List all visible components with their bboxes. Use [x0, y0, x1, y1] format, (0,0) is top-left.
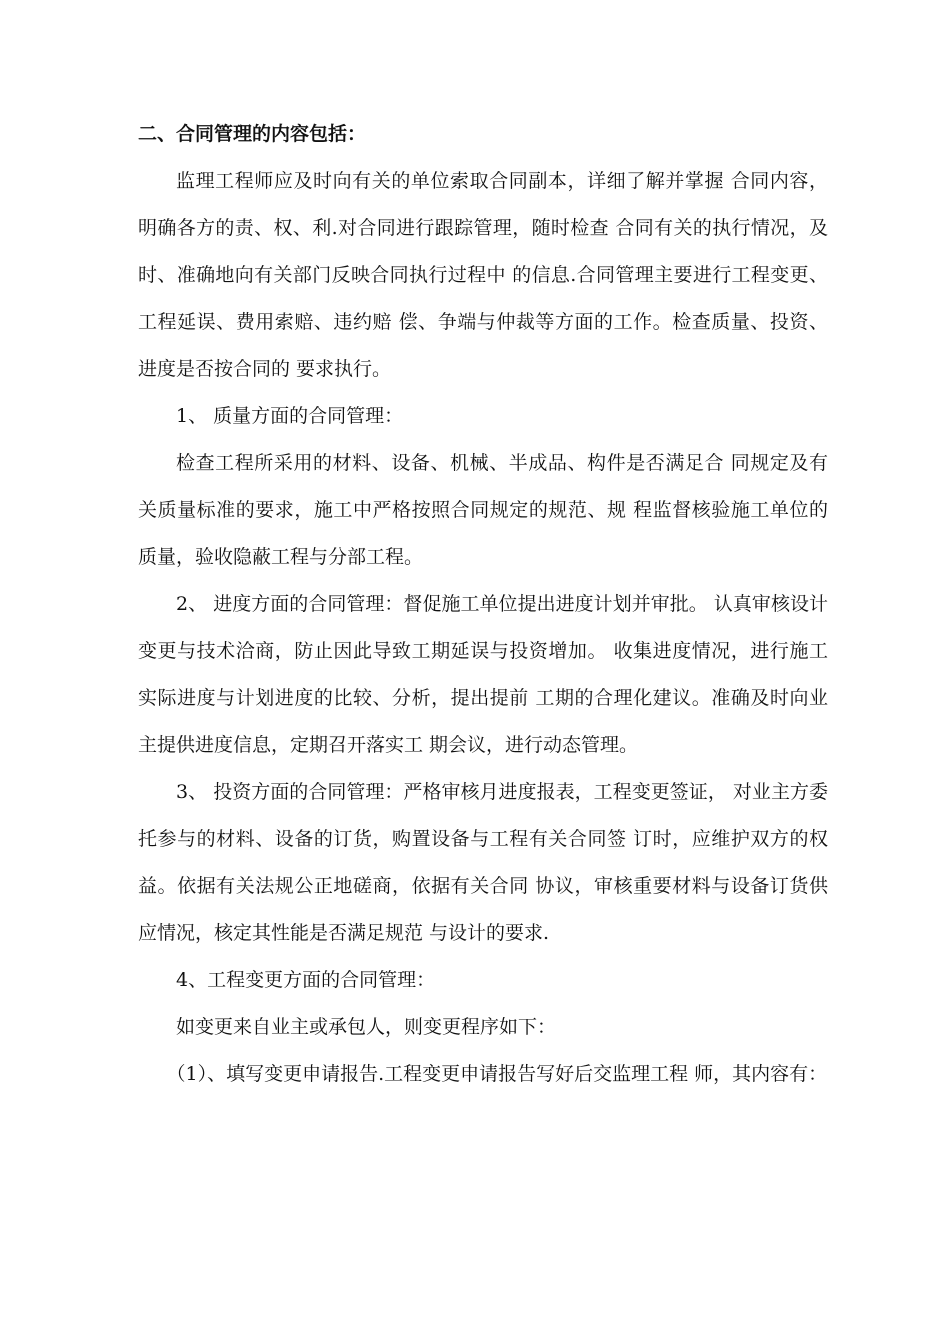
quality-paragraph: 检查工程所采用的材料、设备、机械、半成品、构件是否满足合 同规定及有关质量标准的要求，施工中严格按照合同规定的规范、规 程监督核验施工单位的质量，验收隐蔽工程与分部工程。: [138, 452, 828, 568]
change-procedure-paragraph: 如变更来自业主或承包人，则变更程序如下：: [176, 1016, 557, 1038]
intro-paragraph: 监理工程师应及时向有关的单位索取合同副本，详细了解并掌握 合同内容，明确各方的责、权、利.对合同进行跟踪管理，随时检查 合同有关的执行情况，及时、准确地向有关部门反映合同执行过程中 的信息.合同管理主要进行工程变更、工程延误、费用索赔、违约赔 偿、争端与仲裁等方面的工作。检查质量、投资、进度是否按合同的 要求执行。: [138, 170, 828, 380]
investment-paragraph: 3、 投资方面的合同管理：严格审核月进度报表，工程变更签证， 对业主方委托参与的材料、设备的订货，购置设备与工程有关合同签 订时，应维护双方的权益。依据有关法规公正地磋商，依据有关合同 协议，审核重要材料与设备订货供应情况，核定其性能是否满足规范 与设计的要求.: [138, 781, 828, 944]
quality-subheading: 1、 质量方面的合同管理：: [176, 405, 404, 427]
change-step-1-paragraph: （1）、填写变更申请报告.工程变更申请报告写好后交监理工程 师，其内容有：: [166, 1063, 828, 1085]
change-subheading: 4、工程变更方面的合同管理：: [176, 969, 436, 991]
schedule-paragraph: 2、 进度方面的合同管理：督促施工单位提出进度计划并审批。 认真审核设计变更与技术洽商，防止因此导致工期延误与投资增加。 收集进度情况，进行施工实际进度与计划进度的比较、分析，提出提前 工期的合理化建议。准确及时向业主提供进度信息，定期召开落实工 期会议，进行动态管理。: [138, 593, 828, 756]
section-heading: 二、合同管理的内容包括：: [138, 123, 367, 145]
document-body: [138, 111, 828, 1098]
